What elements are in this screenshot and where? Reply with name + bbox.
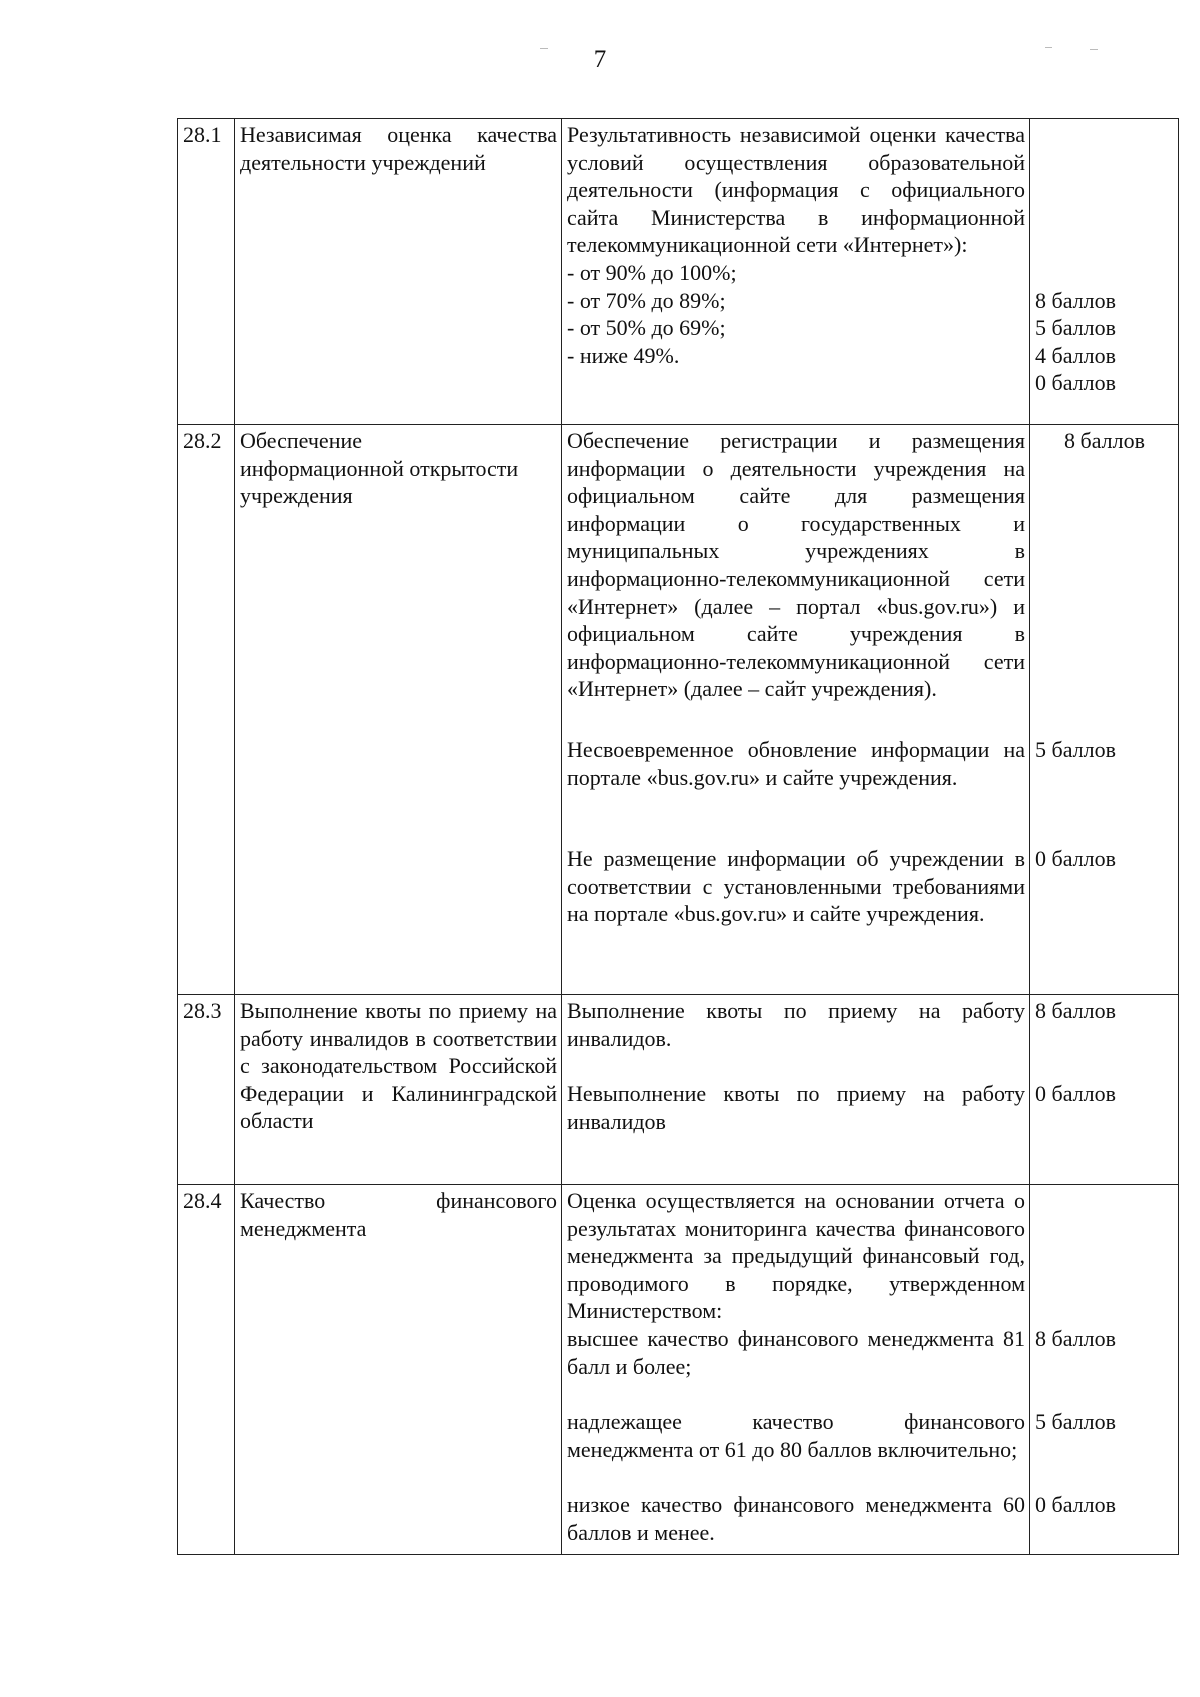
points-value: 0 баллов xyxy=(1035,1492,1116,1517)
page-number: 7 xyxy=(593,46,607,73)
description-text: Оценка осуществляется на основании отчета о результатах мониторинга качества финансового менеджмента за предыдущий финансовый год, проводимого в порядке, утвержденном Министерством: xyxy=(567,1188,1025,1324)
option-text: - от 50% до 69%; xyxy=(567,315,726,341)
points-value: 4 баллов xyxy=(1035,342,1116,368)
criterion-cell: Качество финансового менеджмента xyxy=(235,1185,562,1555)
table-row xyxy=(178,995,1179,1185)
item-text: надлежащее качество финансового менеджмента от 61 до 80 баллов включительно; xyxy=(567,1408,1025,1462)
row-number: 28.2 xyxy=(178,425,235,995)
points-value: 8 баллов xyxy=(1035,1326,1116,1351)
item-text: Обеспечение регистрации и размещения информации о деятельности учреждения на официальном сайте для размещения информации о государственных и муниципальных учреждениях в информационно-телекоммуникационной сети «Интернет» (далее – портал «bus.gov.ru») и официальном сайте учреждения в информационно-телекоммуникационной сети «Интернет» (далее – сайт учреждения). xyxy=(567,428,1025,702)
description-cell xyxy=(562,995,1030,1185)
criterion-text: информационной открытости xyxy=(240,455,519,481)
item-text: Выполнение квоты по приему на работу инвалидов. xyxy=(567,998,1025,1051)
description-cell xyxy=(562,1185,1030,1555)
scan-speck xyxy=(540,48,548,49)
points-cell xyxy=(1030,1185,1179,1555)
points-value: 5 баллов xyxy=(1035,315,1116,341)
table-row xyxy=(178,425,1179,995)
table-row xyxy=(178,119,1179,425)
option-text: - от 70% до 89%; xyxy=(567,287,726,313)
criterion-cell xyxy=(235,425,562,995)
points-value: 5 баллов xyxy=(1035,1409,1116,1434)
points-cell xyxy=(1030,119,1179,425)
option-text: - от 90% до 100%; xyxy=(567,259,737,285)
criterion-text: Обеспечение xyxy=(240,428,362,453)
points-value: 8 баллов xyxy=(1035,287,1116,313)
item-text: Не размещение информации об учреждении в соответствии с установленными требованиями на портале «bus.gov.ru» и сайте учреждения. xyxy=(567,846,1025,927)
points-value: 8 баллов xyxy=(1064,428,1145,453)
row-number: 28.4 xyxy=(178,1185,235,1555)
description-cell xyxy=(562,119,1030,425)
item-text: Несвоевременное обновление информации на портале «bus.gov.ru» и сайте учреждения. xyxy=(567,737,1025,790)
points-value: 0 баллов xyxy=(1035,1081,1116,1106)
criterion-text: учреждения xyxy=(240,483,353,509)
points-value: 5 баллов xyxy=(1035,737,1116,762)
row-number: 28.1 xyxy=(178,119,235,425)
points-value: 0 баллов xyxy=(1035,370,1116,396)
item-text: низкое качество финансового менеджмента 60 баллов и менее. xyxy=(567,1491,1025,1545)
item-text: Невыполнение квоты по приему на работу инвалидов xyxy=(567,1081,1025,1134)
table-row xyxy=(178,1185,1179,1555)
points-value: 0 баллов xyxy=(1035,846,1116,871)
points-cell xyxy=(1030,995,1179,1185)
item-text: высшее качество финансового менеджмента 81 балл и более; xyxy=(567,1325,1025,1379)
row-number: 28.3 xyxy=(178,995,235,1185)
description-cell xyxy=(562,425,1030,995)
scan-speck xyxy=(1090,49,1098,50)
scan-speck xyxy=(1045,47,1052,48)
criteria-table xyxy=(177,118,1179,1555)
criterion-cell: Независимая оценка качества деятельности учреждений xyxy=(235,119,562,425)
criterion-cell: Выполнение квоты по приему на работу инвалидов в соответствии с законодательством Российской Федерации и Калининградской области xyxy=(235,995,562,1185)
points-value: 8 баллов xyxy=(1035,998,1116,1023)
points-cell xyxy=(1030,425,1179,995)
option-text: - ниже 49%. xyxy=(567,342,680,368)
description-text: Результативность независимой оценки качества условий осуществления образовательной деятельности (информация с официального сайта Министерства в информационной телекоммуникационной сети «Интернет»): xyxy=(567,122,1025,258)
